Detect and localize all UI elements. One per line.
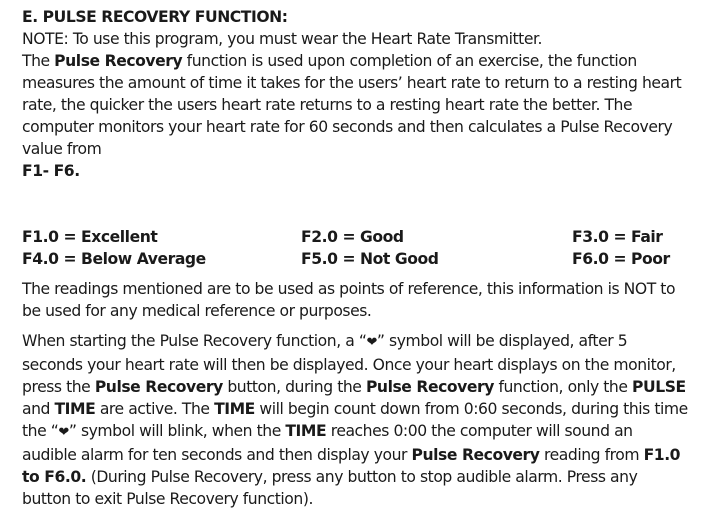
intro-text-1: The	[22, 52, 55, 70]
intro-text-2: function is used upon completion of an exercise, the function measures the amount of time it takes for the users’ heart rate to return to a resting heart rate, the quicker the users heart rate returns to a resting heart rate the better. The computer monitors your heart rate for 60 seconds and then calculates a Pulse Recovery value from	[22, 52, 682, 158]
instr-bold-pulse-recovery: Pulse Recovery	[94, 378, 223, 396]
rating-f6: F6.0 = Poor	[572, 250, 670, 268]
heart-icon: ❤	[366, 335, 377, 350]
section-heading: E. PULSE RECOVERY FUNCTION:	[22, 8, 288, 26]
instr-text-10: reading from	[539, 446, 644, 464]
spacer	[22, 182, 690, 226]
spacer	[22, 270, 690, 278]
intro-range	[22, 160, 690, 182]
rating-f2: F2.0 = Good	[301, 228, 404, 246]
instr-text-1: When starting the Pulse Recovery function, a “	[22, 332, 367, 350]
instr-bold-pulse-recovery: Pulse Recovery	[365, 378, 494, 396]
intro-bold-pulse-recovery: Pulse Recovery	[54, 52, 183, 70]
rating-f3: F3.0 = Fair	[572, 228, 663, 246]
range-text: F1- F6.	[22, 162, 80, 180]
spacer	[22, 322, 690, 330]
instructions-paragraph	[22, 330, 690, 510]
instr-bold-pulse-recovery: Pulse Recovery	[411, 446, 540, 464]
intro-paragraph	[22, 50, 690, 160]
instr-text-7: will begin count down from 0:60 seconds, during this time the “	[22, 400, 688, 440]
rating-f5: F5.0 = Not Good	[301, 250, 439, 268]
rating-f4: F4.0 = Below Average	[22, 250, 206, 268]
instr-bold-time: TIME	[214, 400, 255, 418]
instr-text-6: are active. The	[95, 400, 215, 418]
instr-text-11: (During Pulse Recovery, press any button to stop audible alarm. Press any button to exit Pulse Recovery function).	[22, 468, 638, 508]
instr-text-3: button, during the	[222, 378, 366, 396]
instr-text-4: function, only the	[493, 378, 633, 396]
instr-text-2: ” symbol will be displayed, after 5 seconds your heart rate will then be displayed. Once your heart displays on the monitor, press the	[22, 332, 676, 396]
instr-text-9: reaches 0:00 the computer will sound an audible alarm for ten seconds and then display your	[22, 422, 633, 464]
instr-text-5: and	[22, 400, 55, 418]
instr-bold-range: F1.0 to F6.0.	[22, 446, 681, 486]
heart-icon: ❤	[58, 425, 69, 440]
instr-text-8: ” symbol will blink, when the	[68, 422, 286, 440]
instr-bold-pulse: PULSE	[632, 378, 686, 396]
manual-page	[22, 6, 690, 510]
ratings-table	[22, 226, 690, 270]
rating-f1: F1.0 = Excellent	[22, 228, 158, 246]
disclaimer-paragraph: The readings mentioned are to be used as points of reference, this information is NOT to be used for any medical reference or purposes.	[22, 280, 676, 320]
instr-bold-time: TIME	[285, 422, 327, 440]
instr-bold-time: TIME	[54, 400, 96, 418]
note-text: NOTE: To use this program, you must wear the Heart Rate Transmitter.	[22, 30, 542, 48]
